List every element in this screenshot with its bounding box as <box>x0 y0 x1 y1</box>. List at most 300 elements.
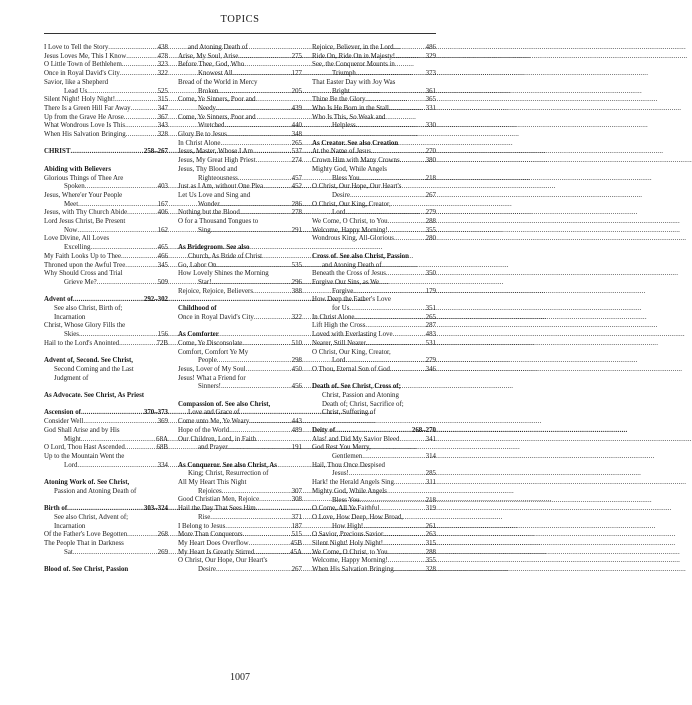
leader-dots <box>389 105 426 114</box>
entry-title: Lead Us <box>64 87 88 95</box>
entry-page: 308 <box>291 496 302 504</box>
leader-dots <box>400 157 426 166</box>
entry-page: 361 <box>425 87 436 95</box>
entry-title: Beneath the Cross of Jesus <box>312 270 386 278</box>
leader-dots <box>78 201 157 210</box>
entry-title: Love Divine, All Loves <box>44 235 110 243</box>
index-entry <box>178 505 302 514</box>
entry-title: Consider Well <box>44 418 84 426</box>
leader-dots <box>79 331 158 340</box>
index-entry <box>178 279 302 288</box>
entry-page: 322 <box>291 313 302 321</box>
entry-title: Advent of <box>44 296 73 304</box>
index-heading <box>44 148 168 157</box>
leader-dots <box>366 340 426 349</box>
index-column-3 <box>312 44 436 662</box>
entry-title: and Atoning Death of <box>188 44 248 51</box>
spacer <box>312 375 436 384</box>
index-entry <box>44 44 168 53</box>
index-heading <box>44 166 168 175</box>
leader-dots <box>394 44 426 53</box>
index-entry <box>44 488 168 497</box>
entry-page: 371 <box>291 513 302 521</box>
page-number: 1007 <box>230 672 250 683</box>
entry-page: 373 <box>425 70 436 78</box>
entry-page: 270 <box>425 148 436 156</box>
entry-page: 307 <box>291 487 302 495</box>
entry-title: Advent of, Second. See Christ, <box>44 357 134 365</box>
entry-title: Comfort, Comfort Ye My <box>178 348 249 356</box>
entry-page: 314 <box>425 452 436 460</box>
entry-title: Passion and Atoning Death of <box>54 487 137 495</box>
entry-page: 45B <box>290 540 302 547</box>
leader-dots <box>240 209 292 218</box>
entry-title: Lord Jesus Christ, Be Present <box>44 218 126 226</box>
entry-title: See also Christ, Advent of; <box>54 513 129 521</box>
leader-dots <box>211 279 291 288</box>
entry-page: 167 <box>157 200 168 208</box>
leader-dots <box>125 122 158 131</box>
entry-page: 343 <box>157 122 168 130</box>
leader-dots <box>388 549 426 558</box>
entry-title: Grieve Me? <box>64 278 97 286</box>
entry-title: God Rest You Merry, <box>312 444 371 452</box>
entry-page: 452 <box>291 183 302 191</box>
entry-page: 268–270 <box>411 426 436 434</box>
leader-dots <box>225 523 291 532</box>
index-entry <box>44 262 168 271</box>
leader-dots <box>365 96 425 105</box>
spacer <box>178 296 302 305</box>
entry-page: 531 <box>425 339 436 347</box>
index-entry <box>178 227 302 236</box>
entry-title: Wonder <box>198 200 220 208</box>
entry-title: O Love, How Deep, How Broad, <box>312 513 404 521</box>
index-entry <box>312 122 436 131</box>
entry-title: Our Children, Lord, in Faith <box>178 435 257 443</box>
entry-page: 478 <box>157 52 168 60</box>
entry-page: 406 <box>157 209 168 217</box>
leader-dots <box>393 331 426 340</box>
index-entry <box>178 218 302 227</box>
leader-dots <box>126 53 157 62</box>
leader-dots <box>108 44 157 53</box>
leader-dots <box>388 557 426 566</box>
index-entry <box>312 549 436 558</box>
entry-title: Crown Him with Many Crowns <box>312 157 400 165</box>
index-entry <box>312 218 436 227</box>
entry-title: That Easter Day with Joy Was <box>312 78 396 86</box>
entry-page: 440 <box>291 122 302 130</box>
entry-page: 258–267 <box>143 148 168 156</box>
entry-title: Childhood of <box>178 305 217 313</box>
index-heading <box>44 357 168 366</box>
leader-dots <box>386 270 426 279</box>
index-entry <box>44 79 168 88</box>
entry-page: 292–302 <box>143 296 168 304</box>
entry-page: 296 <box>291 278 302 286</box>
entry-title: Death of. See Christ, Cross of; <box>312 383 401 391</box>
entry-page: 328 <box>157 131 168 139</box>
leader-dots <box>360 175 426 184</box>
entry-page: 278 <box>291 209 302 217</box>
leader-dots <box>221 140 292 149</box>
index-entry <box>312 157 436 166</box>
entry-page: 288 <box>425 218 436 226</box>
spacer <box>44 401 168 410</box>
spacer <box>178 392 302 401</box>
leader-dots <box>388 218 426 227</box>
index-entry <box>312 470 436 479</box>
index-entry <box>312 183 436 192</box>
entry-title: Desire <box>198 566 216 574</box>
entry-title: Forgive <box>332 287 354 295</box>
entry-title: for Us <box>332 305 350 313</box>
entry-title: Loved with Everlasting Love <box>312 331 393 339</box>
index-entry <box>312 479 436 488</box>
leader-dots <box>256 157 292 166</box>
leader-dots <box>394 566 426 575</box>
entry-page: 486 <box>425 44 436 51</box>
leader-dots <box>243 531 292 540</box>
entry-title: Up to the Mountain Went the <box>44 452 125 460</box>
index-entry <box>44 244 168 253</box>
index-entry <box>44 322 168 331</box>
entry-page: 274 <box>291 157 302 165</box>
leader-dots <box>70 148 143 157</box>
index-entry <box>178 349 302 358</box>
entry-page: 525 <box>157 87 168 95</box>
index-heading <box>178 244 302 253</box>
leader-dots <box>362 453 425 462</box>
entry-title: Hail the Day That Sees Him <box>178 505 256 513</box>
entry-title: Christ, Suffering of <box>322 409 376 417</box>
leader-dots <box>360 497 426 506</box>
entry-title: Compassion of. See also Christ, <box>178 400 271 408</box>
leader-dots <box>345 357 425 366</box>
index-entry <box>178 540 302 549</box>
entry-page: 509 <box>157 278 168 286</box>
entry-title: Jesus, Master, Whose I Am <box>178 148 254 156</box>
leader-dots <box>379 505 425 514</box>
entry-page: 329 <box>425 52 436 60</box>
index-entry <box>44 375 168 384</box>
index-column-2 <box>178 44 302 662</box>
entry-title: Deity of <box>312 426 336 434</box>
entry-page: 403 <box>157 183 168 191</box>
entry-title: Lord <box>332 357 346 365</box>
index-entry <box>312 444 436 453</box>
index-entry <box>44 218 168 227</box>
entry-title: As Conqueror. See also Christ, As <box>178 461 277 469</box>
entry-title: As Comforter <box>178 331 219 339</box>
entry-title: Jesus, Thy Blood and <box>178 165 238 173</box>
leader-dots <box>216 262 291 271</box>
index-entry <box>178 96 302 105</box>
index-entry <box>312 148 436 157</box>
leader-dots <box>394 479 426 488</box>
entry-title: Wretched <box>198 122 225 130</box>
entry-page: 279 <box>425 209 436 217</box>
entry-title: O Lord, Thou Hast Ascended <box>44 444 125 452</box>
entry-title: Now <box>64 226 78 234</box>
spacer <box>178 453 302 462</box>
entry-title: Lord <box>64 461 78 469</box>
entry-title: Bread of the World in Mercy <box>178 78 258 86</box>
index-entry <box>44 531 168 540</box>
index-entry <box>312 540 436 549</box>
entry-title: O for a Thousand Tongues to <box>178 218 259 226</box>
entry-title: Jesus, Where'er Your People <box>44 191 123 199</box>
leader-dots <box>126 131 158 140</box>
entry-page: 291 <box>291 226 302 234</box>
entry-title: I Love to Tell the Story <box>44 44 109 51</box>
index-entry <box>178 444 302 453</box>
index-entry <box>44 96 168 105</box>
entry-title: Come, Ye Sinners, Poor and <box>178 96 256 104</box>
entry-title: Jesus Loves Me, This I Know <box>44 52 127 60</box>
index-entry <box>44 523 168 532</box>
index-entry <box>44 514 168 523</box>
entry-page: 348 <box>291 131 302 139</box>
leader-dots <box>345 209 425 218</box>
index-entry <box>178 409 302 418</box>
index-entry <box>178 262 302 271</box>
leader-dots <box>125 444 157 453</box>
index-entry <box>178 209 302 218</box>
entry-title: What Wondrous Love Is This <box>44 122 126 130</box>
entry-title: Jesus, My Great High Priest <box>178 157 256 165</box>
entry-title: Ride On, Ride On in Majesty! <box>312 52 396 60</box>
entry-title: King; Christ, Resurrection of <box>188 470 269 478</box>
index-entry <box>178 88 302 97</box>
index-entry <box>312 114 436 123</box>
entry-title: There Is a Green Hill Far Away <box>44 104 131 112</box>
index-entry <box>312 305 436 314</box>
leader-dots <box>335 427 412 436</box>
leader-dots <box>229 427 291 436</box>
index-entry <box>312 235 436 244</box>
spacer <box>312 131 436 140</box>
leader-dots <box>121 253 158 262</box>
entry-title: Welcome, Happy Morning! <box>312 557 388 565</box>
entry-page: 261 <box>425 522 436 530</box>
entry-page: 465 <box>157 244 168 252</box>
index-entry <box>44 88 168 97</box>
spacer <box>178 235 302 244</box>
leader-dots <box>210 514 291 523</box>
index-entry <box>312 331 436 340</box>
index-entry <box>178 479 302 488</box>
leader-dots <box>394 235 426 244</box>
index-entry <box>44 418 168 427</box>
entry-title: We Come, O Christ, to You <box>312 548 388 556</box>
entry-title: Rejoices <box>198 487 222 495</box>
entry-title: and Atoning Death of <box>322 261 382 269</box>
entry-title: Helpless <box>332 122 356 130</box>
index-entry <box>312 322 436 331</box>
entry-page: 466 <box>157 252 168 260</box>
leader-dots <box>363 523 425 532</box>
leader-dots <box>77 462 157 471</box>
index-entry <box>44 453 168 462</box>
entry-page: 439 <box>291 104 302 112</box>
entry-title: Sinners! <box>198 383 221 391</box>
entry-title: Of the Father's Love Begotten <box>44 531 128 539</box>
entry-page: 269 <box>157 548 168 556</box>
entry-title: Come unto Me, Ye Weary <box>178 418 250 426</box>
index-entry <box>178 157 302 166</box>
entry-title: Knowest All <box>198 70 233 78</box>
leader-dots <box>73 549 158 558</box>
entry-title: Mighty God, While Angels <box>312 165 387 173</box>
leader-dots <box>249 418 291 427</box>
entry-page: 388 <box>291 287 302 295</box>
leader-dots <box>83 418 157 427</box>
entry-title: Jesus! What a Friend for <box>178 374 246 382</box>
index-entry <box>312 166 436 175</box>
entry-title: Christ, Whose Glory Fills the <box>44 322 126 330</box>
entry-title: Hail to the Lord's Anointed <box>44 339 120 347</box>
index-entry <box>178 53 302 62</box>
index-entry <box>178 566 302 575</box>
entry-title: Needy <box>198 104 216 112</box>
index-entry <box>44 436 168 445</box>
entry-page: 347 <box>157 104 168 112</box>
index-entry <box>44 227 168 236</box>
entry-title: Good Christian Men, Rejoice <box>178 496 260 504</box>
leader-dots <box>242 340 291 349</box>
leader-dots <box>73 296 144 305</box>
entry-title: Rise <box>198 513 211 521</box>
entry-page: 330 <box>425 122 436 130</box>
entry-page: 355 <box>425 226 436 234</box>
entry-page: 265 <box>425 313 436 321</box>
entry-title: How Lovely Shines the Morning <box>178 270 269 278</box>
entry-title: Gentlemen <box>332 452 363 460</box>
index-entry <box>178 140 302 149</box>
entry-title: See also Christ, Birth of; <box>54 305 123 313</box>
entry-title: Up from the Grave He Arose <box>44 113 124 121</box>
entry-page: 370–373 <box>143 409 168 417</box>
index-entry <box>44 131 168 140</box>
entry-title: My Heart Does Overflow <box>178 540 249 547</box>
leader-dots <box>127 209 158 218</box>
entry-title: Excelling <box>64 244 91 252</box>
index-entry <box>44 61 168 70</box>
index-entry <box>312 462 436 471</box>
index-entry <box>44 427 168 436</box>
entry-title: Christ, Passion and Atoning <box>322 392 399 400</box>
entry-title: Come, Ye Disconsolate <box>178 339 243 347</box>
index-entry <box>44 540 168 549</box>
entry-title: As Bridegroom. See also <box>178 244 250 252</box>
index-entry <box>312 340 436 349</box>
index-heading <box>312 253 436 262</box>
index-entry <box>178 496 302 505</box>
entry-title: How High! <box>332 522 364 530</box>
leader-dots <box>349 305 425 314</box>
entry-title: Thine Be the Glory <box>312 96 366 104</box>
entry-title: O Christ, Our Hope, Our Heart's <box>312 183 402 191</box>
index-entry <box>312 262 436 271</box>
index-entry <box>312 201 436 210</box>
index-heading <box>178 401 302 410</box>
entry-title: Sat <box>64 548 73 556</box>
index-entry <box>44 366 168 375</box>
index-column-1 <box>44 44 168 662</box>
index-entry <box>312 53 436 62</box>
entry-title: Meet <box>64 200 79 208</box>
entry-title: Bless You <box>332 496 360 504</box>
index-entry <box>312 96 436 105</box>
entry-title: Once in Royal David's City <box>44 70 120 78</box>
index-entry <box>312 79 436 88</box>
index-entry <box>312 192 436 201</box>
leader-dots <box>253 148 292 157</box>
entry-title: In Christ Alone <box>178 139 221 147</box>
entry-page: 345 <box>157 261 168 269</box>
entry-title: Cross of. See also Christ, Passion <box>312 252 409 260</box>
spacer <box>178 322 302 331</box>
entry-title: Incarnation <box>54 522 86 530</box>
leader-dots <box>125 262 157 271</box>
index-entry <box>312 227 436 236</box>
entry-title: O Thou, Eternal Son of God <box>312 365 390 373</box>
index-entry <box>44 270 168 279</box>
index-entry <box>44 192 168 201</box>
entry-title: Let Us Love and Sing and <box>178 191 251 199</box>
leader-dots <box>349 470 426 479</box>
entry-title: and Prayer <box>198 444 228 452</box>
entry-page: 279 <box>425 357 436 365</box>
leader-dots <box>221 383 292 392</box>
leader-dots <box>263 183 291 192</box>
index-entry <box>178 383 302 392</box>
spacer <box>44 383 168 392</box>
index-entry <box>178 201 302 210</box>
leader-dots <box>246 366 292 375</box>
entry-page: 334 <box>157 461 168 469</box>
entry-title: In Christ Alone <box>312 313 355 321</box>
index-heading <box>312 427 436 436</box>
entry-title: Triumph <box>332 70 356 78</box>
index-entry <box>312 488 436 497</box>
entry-title: More Than Conquerors <box>178 531 243 539</box>
entry-title: Bright <box>332 87 350 95</box>
entry-page: 285 <box>425 470 436 478</box>
entry-page: 265 <box>291 139 302 147</box>
index-entry <box>312 557 436 566</box>
index-entry <box>312 366 436 375</box>
entry-title: Rejoice, Rejoice, Believers <box>178 287 254 295</box>
index-entry <box>178 131 302 140</box>
index-heading <box>44 566 168 575</box>
leader-dots <box>211 227 292 236</box>
index-entry <box>178 531 302 540</box>
leader-dots <box>216 566 292 575</box>
leader-dots <box>222 488 292 497</box>
entry-page: 187 <box>291 522 302 530</box>
index-entry <box>178 314 302 323</box>
entry-title: God Shall Arise and by His <box>44 426 120 434</box>
entry-title: Incarnation <box>54 313 86 321</box>
entry-title: Hope of the World <box>178 426 230 434</box>
index-entry <box>312 209 436 218</box>
entry-title: Abiding with Believers <box>44 165 111 173</box>
entry-title: Nearer, Still Nearer <box>312 339 366 347</box>
index-entry <box>312 175 436 184</box>
